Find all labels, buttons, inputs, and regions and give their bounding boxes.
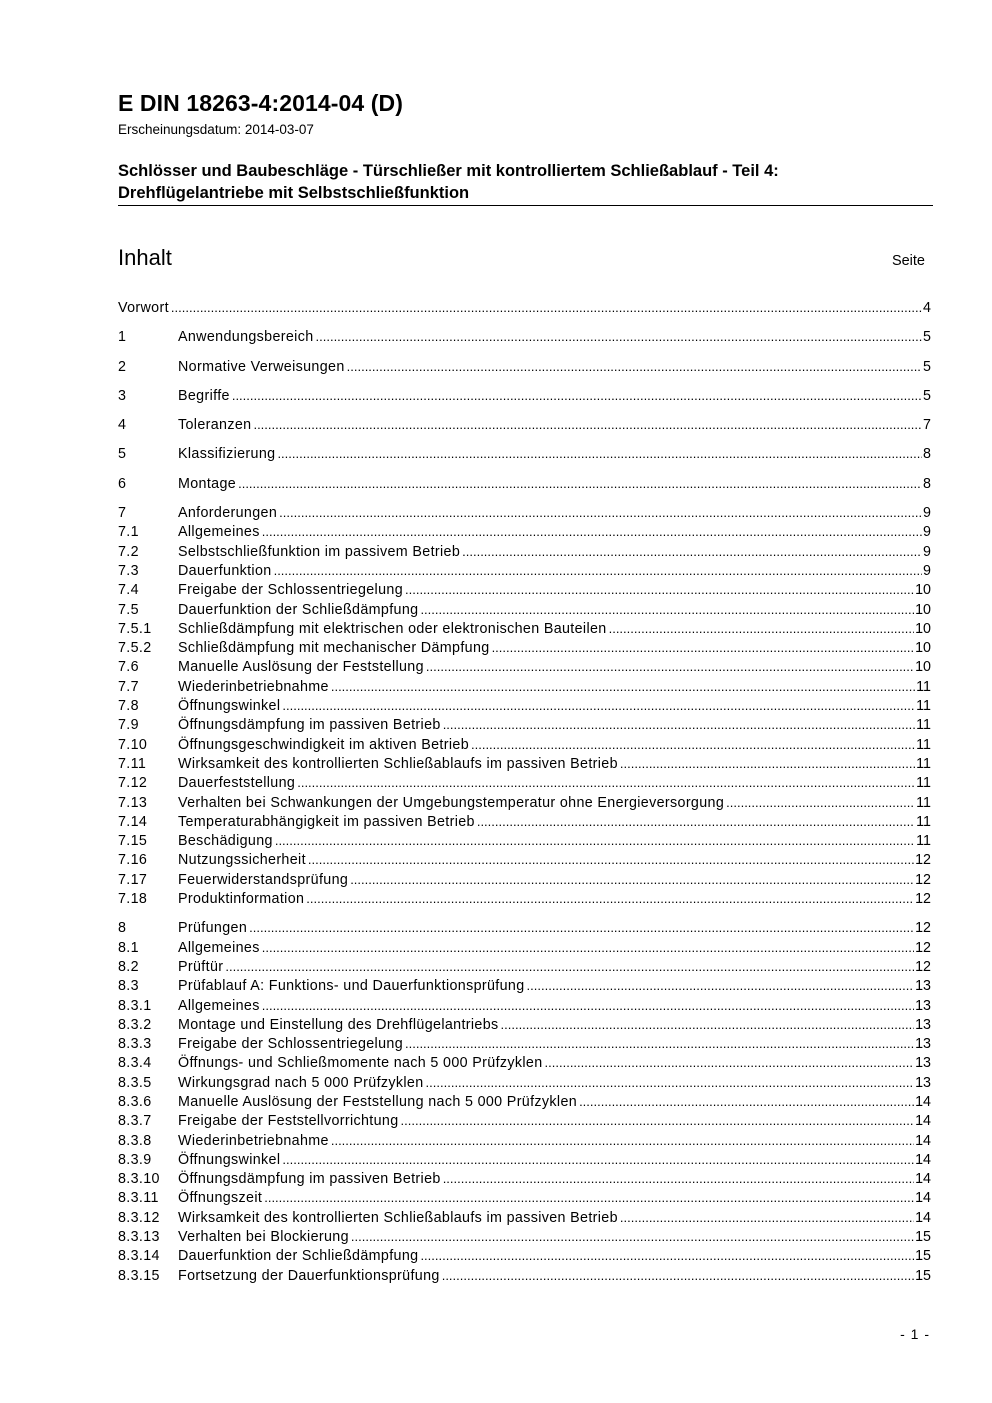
toc-entry-page: 10: [915, 640, 931, 657]
toc-entry[interactable]: [118, 544, 931, 563]
toc-entry-page: 10: [915, 620, 931, 637]
toc-entry-number: 7.4: [118, 582, 139, 599]
toc-entry-page: 9: [923, 524, 931, 541]
toc-entry-title: Feuerwiderstandsprüfung: [178, 871, 349, 888]
toc-entry-number: 8.3.2: [118, 1016, 152, 1033]
toc-entry[interactable]: [118, 833, 931, 852]
toc-entry-number: 7.12: [118, 775, 148, 792]
toc-dot-leader: [426, 659, 914, 674]
toc-dot-leader: [405, 582, 914, 597]
toc-entry-number: 7.17: [118, 871, 148, 888]
toc-dot-leader: [282, 1152, 914, 1167]
toc-dot-leader: [232, 388, 922, 403]
toc-entry-title: Schließdämpfung mit mechanischer Dämpfung: [178, 640, 490, 657]
toc-dot-leader: [275, 833, 915, 848]
toc-entry[interactable]: [118, 1017, 931, 1036]
toc-dot-leader: [282, 698, 915, 713]
toc-entry[interactable]: [118, 1152, 931, 1171]
toc-entry-page: 11: [916, 775, 931, 792]
toc-entry-title: Öffnungszeit: [178, 1190, 263, 1207]
toc-entry-page: 12: [915, 852, 931, 869]
document-code: E DIN 18263-4:2014-04 (D): [118, 90, 404, 116]
toc-entry[interactable]: [118, 563, 931, 582]
toc-entry-page: 11: [916, 833, 931, 850]
toc-entry-title: Öffnungswinkel: [178, 1151, 281, 1168]
toc-entry[interactable]: [118, 388, 931, 417]
toc-entry[interactable]: [118, 1036, 931, 1055]
toc-dot-leader: [527, 978, 915, 993]
toc-entry-title: Prüftür: [178, 958, 224, 975]
toc-entry-number: 8.3.1: [118, 997, 152, 1014]
toc-entry-page: 13: [915, 997, 931, 1014]
toc-dot-leader: [471, 737, 915, 752]
toc-entry-number: 8.3.6: [118, 1093, 152, 1110]
toc-entry[interactable]: [118, 717, 931, 736]
toc-dot-leader: [501, 1017, 915, 1032]
toc-dot-leader: [347, 359, 922, 374]
toc-entry-page: 10: [915, 659, 931, 676]
toc-page-column-label: Seite: [891, 253, 925, 269]
toc-entry-title: Dauerfunktion der Schließdämpfung: [178, 601, 419, 618]
toc-dot-leader: [401, 1113, 915, 1128]
toc-entry-title: Öffnungsgeschwindigkeit im aktiven Betrieb: [178, 736, 469, 753]
toc-entry-page: 9: [923, 543, 931, 560]
toc-entry[interactable]: [118, 1210, 931, 1229]
toc-entry-page: 12: [915, 871, 931, 888]
toc-entry-number: 8.3.11: [118, 1190, 159, 1207]
toc-entry[interactable]: [118, 659, 931, 678]
toc-dot-leader: [443, 717, 915, 732]
toc-entry-page: 15: [915, 1229, 931, 1246]
toc-entry-title: Wiederinbetriebnahme: [178, 678, 329, 695]
toc-entry[interactable]: [118, 998, 931, 1017]
toc-dot-leader: [279, 505, 922, 520]
toc-entry[interactable]: [118, 1094, 931, 1113]
toc-entry-title: Verhalten bei Blockierung: [178, 1229, 349, 1246]
toc-dot-leader: [253, 417, 922, 432]
toc-entry-page: 4: [923, 300, 931, 316]
toc-dot-leader: [620, 756, 915, 771]
toc-entry-page: 14: [915, 1113, 931, 1130]
toc-entry-page: 9: [923, 562, 931, 579]
toc-dot-leader: [579, 1094, 914, 1109]
toc-entry[interactable]: [118, 1075, 931, 1094]
toc-entry-title: Fortsetzung der Dauerfunktionsprüfung: [178, 1267, 440, 1284]
toc-entry[interactable]: [118, 959, 931, 978]
toc-entry[interactable]: [118, 621, 931, 640]
toc-heading: Inhalt: [118, 245, 172, 270]
toc-dot-leader: [277, 446, 922, 461]
toc-entry-page: 14: [915, 1209, 931, 1226]
toc-entry-title: Freigabe der Schlossentriegelung: [178, 1036, 403, 1053]
toc-dot-leader: [545, 1055, 915, 1070]
toc-entry[interactable]: [118, 417, 931, 446]
toc-entry[interactable]: [118, 476, 931, 505]
toc-entry-number: 7.14: [118, 813, 148, 830]
toc-entry-page: 8: [923, 446, 931, 463]
toc-entry-title: Dauerfunktion der Schließdämpfung: [178, 1248, 419, 1265]
toc-entry-page: 13: [915, 1055, 931, 1072]
toc-entry[interactable]: [118, 872, 931, 891]
toc-dot-leader: [331, 1133, 914, 1148]
toc-dot-leader: [609, 621, 915, 636]
toc-entry-title: Anforderungen: [178, 505, 278, 522]
toc-entry-page: 13: [915, 978, 931, 995]
toc-entry[interactable]: [118, 1113, 931, 1132]
toc-entry-number: 8.3.10: [118, 1171, 160, 1188]
toc-entry[interactable]: [118, 640, 931, 659]
toc-entry[interactable]: [118, 852, 931, 871]
toc-entry-number: 8.3.4: [118, 1055, 152, 1072]
toc-entry-title: Dauerfunktion: [178, 562, 272, 579]
toc-entry-page: 11: [916, 755, 931, 772]
toc-entry-title: Wirksamkeit des kontrollierten Schließablaufs im passiven Betrieb: [178, 755, 618, 772]
toc-entry-number: 7.9: [118, 717, 139, 734]
toc-entry[interactable]: [118, 920, 931, 939]
toc-entry-number: 3: [118, 387, 127, 404]
toc-entry-title: Selbstschließfunktion im passivem Betrieb: [178, 543, 461, 560]
toc-entry-number: 8.3.12: [118, 1209, 160, 1226]
toc-entry-page: 14: [915, 1151, 931, 1168]
toc-dot-leader: [405, 1036, 914, 1051]
toc-entry[interactable]: [118, 602, 931, 621]
toc-dot-leader: [442, 1268, 914, 1283]
toc-entry-number: 7.3: [118, 562, 139, 579]
toc-entry[interactable]: [118, 1190, 931, 1209]
toc-dot-leader: [316, 329, 923, 344]
toc-dot-leader: [350, 872, 914, 887]
toc-entry-page: 14: [915, 1093, 931, 1110]
toc-entry[interactable]: [118, 1171, 931, 1190]
toc-entry[interactable]: [118, 300, 931, 329]
toc-entry[interactable]: [118, 814, 931, 833]
toc-entry-number: 5: [118, 446, 127, 463]
toc-dot-leader: [238, 476, 922, 491]
toc-dot-leader: [726, 795, 915, 810]
toc-dot-leader: [249, 920, 914, 935]
toc-entry[interactable]: [118, 756, 931, 775]
toc-dot-leader: [420, 602, 914, 617]
toc-entry-page: 12: [915, 891, 931, 908]
toc-entry-number: 7.15: [118, 833, 148, 850]
toc-entry-title: Allgemeines: [178, 997, 260, 1014]
toc-dot-leader: [477, 814, 915, 829]
toc-entry-number: 2: [118, 358, 127, 375]
toc-entry-page: 11: [916, 736, 931, 753]
toc-entry-page: 15: [915, 1248, 931, 1265]
toc-dot-leader: [351, 1229, 914, 1244]
toc-entry-title: Normative Verweisungen: [178, 358, 345, 375]
toc-entry[interactable]: [118, 978, 931, 997]
toc-entry[interactable]: [118, 1133, 931, 1152]
toc-entry-title: Begriffe: [178, 387, 230, 404]
document-title-line-2: Drehflügelantriebe mit Selbstschließfunktion: [118, 184, 470, 202]
title-rule: [118, 205, 933, 206]
toc-entry-page: 8: [923, 475, 931, 492]
toc-entry-page: 12: [915, 958, 931, 975]
toc-entry-number: 7: [118, 505, 127, 522]
toc-entry-title: Manuelle Auslösung der Feststellung: [178, 659, 424, 676]
toc-entry-page: 12: [915, 939, 931, 956]
page-number: - 1 -: [900, 1326, 930, 1342]
toc-entry[interactable]: [118, 679, 931, 698]
toc-entry-number: 8.3.14: [118, 1248, 160, 1265]
toc-entry-title: Verhalten bei Schwankungen der Umgebungstemperatur ohne Energieversorgung: [178, 794, 725, 811]
toc-entry-title: Klassifizierung: [178, 446, 276, 463]
toc-entry[interactable]: [118, 524, 931, 543]
toc-entry-number: 7.1: [118, 524, 139, 541]
toc-entry-title: Öffnungs- und Schließmomente nach 5 000 Prüfzyklen: [178, 1055, 543, 1072]
toc-entry-number: 8: [118, 920, 127, 937]
toc-entry-title: Öffnungsdämpfung im passiven Betrieb: [178, 717, 441, 734]
toc-entry-number: 4: [118, 417, 127, 434]
toc-entry[interactable]: [118, 775, 931, 794]
toc-entry-page: 13: [915, 1036, 931, 1053]
toc-entry-page: 12: [915, 920, 931, 937]
toc-entry[interactable]: [118, 737, 931, 756]
toc-entry-page: 5: [923, 358, 931, 375]
toc-entry[interactable]: [118, 359, 931, 388]
toc-entry-title: Schließdämpfung mit elektrischen oder elektronischen Bauteilen: [178, 620, 607, 637]
toc-entry-title: Vorwort: [118, 300, 169, 316]
toc-entry-title: Wirksamkeit des kontrollierten Schließablaufs im passiven Betrieb: [178, 1209, 618, 1226]
toc-dot-leader: [262, 524, 922, 539]
toc-dot-leader: [264, 1190, 914, 1205]
document-title: [118, 160, 933, 204]
toc-dot-leader: [262, 940, 914, 955]
toc-entry-page: 5: [923, 387, 931, 404]
toc-entry-page: 13: [915, 1074, 931, 1091]
toc-dot-leader: [225, 959, 914, 974]
toc-entry-number: 6: [118, 475, 127, 492]
toc-entry-page: 13: [915, 1016, 931, 1033]
toc-entry-title: Allgemeines: [178, 524, 260, 541]
toc-entry[interactable]: [118, 329, 931, 358]
toc-entry-number: 7.5: [118, 601, 139, 618]
toc-entry-number: 7.8: [118, 698, 139, 715]
toc-dot-leader: [297, 775, 915, 790]
toc-entry-page: 11: [916, 794, 931, 811]
toc-entry[interactable]: [118, 1268, 931, 1287]
toc-entry-number: 8.3.3: [118, 1036, 152, 1053]
toc-entry[interactable]: [118, 1229, 931, 1248]
toc-entry-title: Wiederinbetriebnahme: [178, 1132, 329, 1149]
toc-dot-leader: [620, 1210, 914, 1225]
toc-entry-number: 7.2: [118, 543, 139, 560]
toc-entry-page: 7: [923, 417, 931, 434]
toc-entry-number: 8.1: [118, 939, 139, 956]
toc-dot-leader: [331, 679, 915, 694]
toc-entry-title: Öffnungswinkel: [178, 698, 281, 715]
toc-entry-page: 5: [923, 329, 931, 346]
toc-entry-number: 8.3.8: [118, 1132, 152, 1149]
document-title-line-1: Schlösser und Baubeschläge - Türschließer mit kontrolliertem Schließablauf - Teil 4:: [118, 162, 779, 180]
toc-entry-page: 14: [915, 1132, 931, 1149]
toc-entry-title: Dauerfeststellung: [178, 775, 296, 792]
toc-dot-leader: [462, 544, 922, 559]
toc-dot-leader: [443, 1171, 914, 1186]
toc-entry-page: 11: [916, 678, 931, 695]
toc-entry-number: 8.3.9: [118, 1151, 152, 1168]
toc-entry-title: Allgemeines: [178, 939, 260, 956]
toc-entry-number: 8.2: [118, 958, 139, 975]
toc-entry-page: 10: [915, 582, 931, 599]
toc-entry-title: Manuelle Auslösung der Feststellung nach 5 000 Prüfzyklen: [178, 1093, 578, 1110]
toc-entry-number: 7.10: [118, 736, 148, 753]
toc-dot-leader: [171, 300, 922, 315]
toc-entry-title: Prüfungen: [178, 920, 248, 937]
toc-entry-number: 7.7: [118, 678, 139, 695]
toc-entry-page: 14: [915, 1171, 931, 1188]
toc-entry-page: 11: [916, 698, 931, 715]
toc-entry-title: Freigabe der Feststellvorrichtung: [178, 1113, 399, 1130]
toc-entry-number: 7.5.1: [118, 620, 152, 637]
toc-entry[interactable]: [118, 1055, 931, 1074]
toc-dot-leader: [426, 1075, 915, 1090]
toc-dot-leader: [262, 998, 914, 1013]
toc-entry-title: Öffnungsdämpfung im passiven Betrieb: [178, 1171, 441, 1188]
toc-entry-number: 7.11: [118, 755, 147, 772]
toc-entry-number: 7.5.2: [118, 640, 152, 657]
toc-entry-page: 11: [916, 813, 931, 830]
toc-entry[interactable]: [118, 795, 931, 814]
toc-entry[interactable]: [118, 582, 931, 601]
toc-entry-number: 8.3.13: [118, 1229, 160, 1246]
toc-dot-leader: [420, 1248, 914, 1263]
toc-dot-leader: [308, 852, 914, 867]
toc-entry-number: 8.3.15: [118, 1267, 160, 1284]
publication-date: Erscheinungsdatum: 2014-03-07: [118, 122, 314, 137]
toc-dot-leader: [274, 563, 922, 578]
toc-entry-page: 9: [923, 505, 931, 522]
toc-dot-leader: [306, 891, 914, 906]
toc-entry[interactable]: [118, 1248, 931, 1267]
toc-entry-title: Nutzungssicherheit: [178, 852, 306, 869]
toc-entry-number: 8.3.7: [118, 1113, 152, 1130]
toc-entry-title: Temperaturabhängigkeit im passiven Betrieb: [178, 813, 475, 830]
toc-entry-title: Montage: [178, 475, 237, 492]
toc-entry[interactable]: [118, 891, 931, 920]
toc-entry-title: Wirkungsgrad nach 5 000 Prüfzyklen: [178, 1074, 424, 1091]
toc-entry-title: Produktinformation: [178, 891, 305, 908]
toc-dot-leader: [492, 640, 915, 655]
toc-entry[interactable]: [118, 446, 931, 475]
toc-entry-title: Freigabe der Schlossentriegelung: [178, 582, 403, 599]
toc-entry[interactable]: [118, 940, 931, 959]
toc-entry-title: Prüfablauf A: Funktions- und Dauerfunktionsprüfung: [178, 978, 525, 995]
toc-entry-title: Montage und Einstellung des Drehflügelantriebs: [178, 1016, 499, 1033]
toc-entry-number: 7.6: [118, 659, 139, 676]
toc-entry-number: 8.3.5: [118, 1074, 152, 1091]
toc-entry-number: 7.16: [118, 852, 148, 869]
toc-entry[interactable]: [118, 698, 931, 717]
toc-entry-number: 8.3: [118, 978, 139, 995]
toc-entry-title: Beschädigung: [178, 833, 273, 850]
toc-entry-number: 7.18: [118, 891, 148, 908]
toc-entry-page: 10: [915, 601, 931, 618]
toc-entry[interactable]: [118, 505, 931, 524]
toc-entry-page: 15: [915, 1267, 931, 1284]
toc-entry-number: 1: [118, 329, 127, 346]
toc-entry-page: 14: [915, 1190, 931, 1207]
toc-entry-page: 11: [916, 717, 931, 734]
toc-entry-title: Anwendungsbereich: [178, 329, 314, 346]
toc-entry-number: 7.13: [118, 794, 148, 811]
table-of-contents: [118, 300, 931, 1287]
toc-entry-title: Toleranzen: [178, 417, 252, 434]
